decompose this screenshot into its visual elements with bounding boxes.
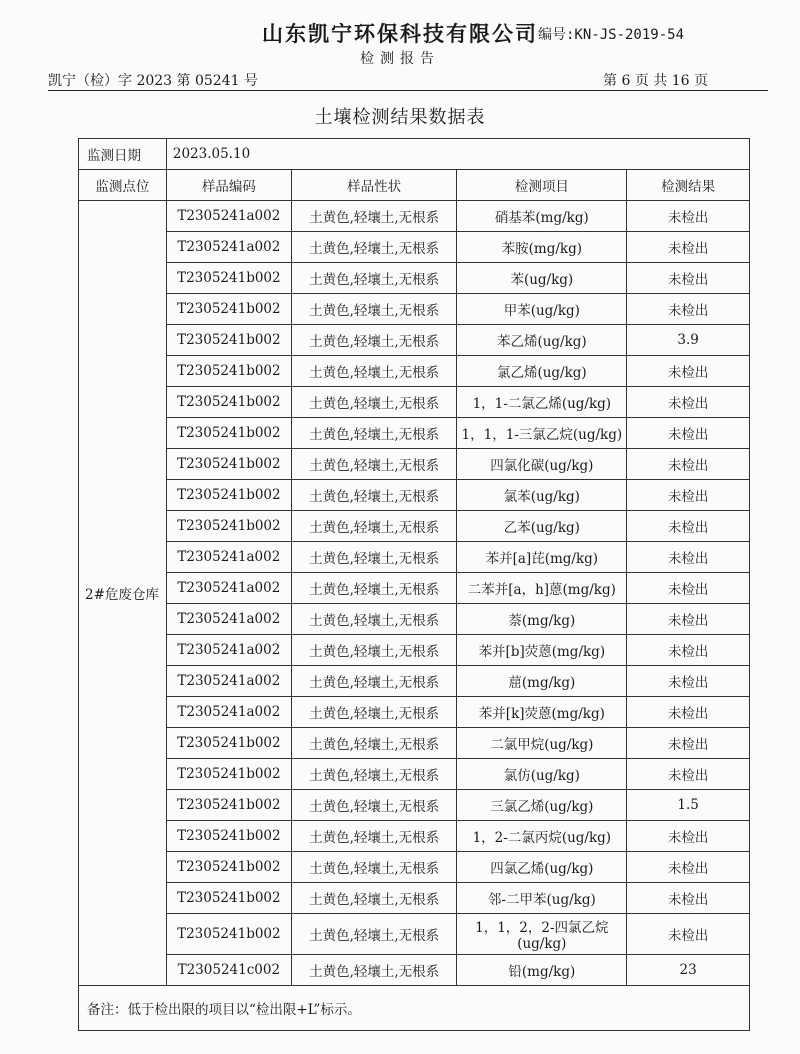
result-cell: 未检出 [627,418,750,449]
result-cell: 3.9 [627,325,750,356]
sample-code-cell: T2305241a002 [166,604,291,635]
table-row [79,759,750,790]
table-row [79,480,750,511]
location-cell: 2#危废仓库 [79,201,167,986]
result-cell: 未检出 [627,852,750,883]
table-title: 土壤检测结果数据表 [314,107,486,128]
company-name: 山东凯宁环保科技有限公司 [262,21,538,46]
test-item-cell: 硝基苯(mg/kg) [457,201,627,232]
test-item-cell: 苯乙烯(ug/kg) [457,325,627,356]
table-row [79,356,750,387]
table-row [79,542,750,573]
sample-code-cell: T2305241b002 [166,728,291,759]
sample-code-cell: T2305241a002 [166,232,291,263]
result-cell: 未检出 [627,356,750,387]
sample-property-cell: 土黄色,轻壤土,无根系 [291,449,457,480]
report-number: 凯宁（检）字 2023 第 05241 号 [48,73,258,89]
sample-property-cell: 土黄色,轻壤土,无根系 [291,697,457,728]
test-item-cell: 1，1，1-三氯乙烷(ug/kg) [457,418,627,449]
result-cell: 未检出 [627,542,750,573]
result-cell: 未检出 [627,821,750,852]
result-cell: 未检出 [627,728,750,759]
test-item-cell: 三氯乙烯(ug/kg) [457,790,627,821]
sample-property-cell: 土黄色,轻壤土,无根系 [291,883,457,914]
test-item-cell: 苯并[k]荧蒽(mg/kg) [457,697,627,728]
sample-code-cell: T2305241b002 [166,356,291,387]
result-cell: 未检出 [627,604,750,635]
sample-code-cell: T2305241b002 [166,883,291,914]
result-cell: 未检出 [627,263,750,294]
test-item-cell: 铅(mg/kg) [457,955,627,986]
table-row [79,883,750,914]
result-cell: 未检出 [627,697,750,728]
sample-code-cell: T2305241b002 [166,263,291,294]
table-row [79,635,750,666]
result-cell: 未检出 [627,232,750,263]
note-row [79,986,750,1031]
sample-property-cell: 土黄色,轻壤土,无根系 [291,418,457,449]
table-row [79,790,750,821]
test-item-cell: 苯胺(mg/kg) [457,232,627,263]
test-item-cell: 二氯甲烷(ug/kg) [457,728,627,759]
table-row [79,955,750,986]
sample-code-cell: T2305241b002 [166,821,291,852]
sample-code-cell: T2305241a002 [166,201,291,232]
sample-property-cell: 土黄色,轻壤土,无根系 [291,728,457,759]
sample-property-cell: 土黄色,轻壤土,无根系 [291,263,457,294]
table-row [79,666,750,697]
result-cell: 未检出 [627,573,750,604]
result-cell: 未检出 [627,387,750,418]
sample-property-cell: 土黄色,轻壤土,无根系 [291,294,457,325]
remark-note: 备注：低于检出限的项目以“检出限+L”标示。 [79,986,750,1031]
sample-property-cell: 土黄色,轻壤土,无根系 [291,325,457,356]
document-code: 编号:KN-JS-2019-54 [538,27,685,43]
sample-code-cell: T2305241b002 [166,852,291,883]
sample-code-cell: T2305241b002 [166,325,291,356]
test-item-cell: 䓛(mg/kg) [457,666,627,697]
results-table [78,138,750,1031]
report-subtitle: 检测报告 [360,51,440,67]
table-row [79,511,750,542]
col-header-sample-code: 样品编码 [166,170,291,201]
test-item-cell: 萘(mg/kg) [457,604,627,635]
table-row [79,263,750,294]
date-row [79,139,750,170]
result-cell: 未检出 [627,511,750,542]
table-row [79,418,750,449]
result-cell: 未检出 [627,201,750,232]
sample-code-cell: T2305241c002 [166,955,291,986]
col-header-test-item: 检测项目 [457,170,627,201]
sample-code-cell: T2305241a002 [166,666,291,697]
table-row [79,294,750,325]
date-label: 监测日期 [79,139,167,170]
result-cell: 未检出 [627,480,750,511]
col-header-location: 监测点位 [79,170,167,201]
test-item-cell: 二苯并[a，h]蒽(mg/kg) [457,573,627,604]
header-row [79,170,750,201]
sample-code-cell: T2305241b002 [166,418,291,449]
result-cell: 未检出 [627,914,750,955]
sample-property-cell: 土黄色,轻壤土,无根系 [291,790,457,821]
reference-line [48,70,768,91]
sample-property-cell: 土黄色,轻壤土,无根系 [291,542,457,573]
table-row [79,852,750,883]
test-item-cell: 氯苯(ug/kg) [457,480,627,511]
sample-code-cell: T2305241b002 [166,449,291,480]
table-row [79,914,750,955]
test-item-cell: 乙苯(ug/kg) [457,511,627,542]
result-cell: 未检出 [627,666,750,697]
result-cell: 未检出 [627,883,750,914]
test-item-cell: 1，1-二氯乙烯(ug/kg) [457,387,627,418]
table-row [79,232,750,263]
sample-property-cell: 土黄色,轻壤土,无根系 [291,955,457,986]
test-item-cell: 1，2-二氯丙烷(ug/kg) [457,821,627,852]
sample-code-cell: T2305241a002 [166,635,291,666]
sample-property-cell: 土黄色,轻壤土,无根系 [291,852,457,883]
test-item-cell: 氯乙烯(ug/kg) [457,356,627,387]
sample-code-cell: T2305241b002 [166,480,291,511]
result-cell: 未检出 [627,759,750,790]
sample-property-cell: 土黄色,轻壤土,无根系 [291,356,457,387]
sample-property-cell: 土黄色,轻壤土,无根系 [291,914,457,955]
test-item-cell: 邻-二甲苯(ug/kg) [457,883,627,914]
test-item-cell: 四氯化碳(ug/kg) [457,449,627,480]
test-item-cell: 苯并[a]芘(mg/kg) [457,542,627,573]
sample-property-cell: 土黄色,轻壤土,无根系 [291,573,457,604]
sample-code-cell: T2305241b002 [166,294,291,325]
col-header-sample-property: 样品性状 [291,170,457,201]
table-row [79,449,750,480]
test-item-cell: 四氯乙烯(ug/kg) [457,852,627,883]
sample-property-cell: 土黄色,轻壤土,无根系 [291,387,457,418]
result-cell: 未检出 [627,294,750,325]
sample-code-cell: T2305241b002 [166,790,291,821]
sample-code-cell: T2305241a002 [166,573,291,604]
table-row [79,697,750,728]
sample-property-cell: 土黄色,轻壤土,无根系 [291,511,457,542]
sample-code-cell: T2305241b002 [166,914,291,955]
table-row [79,604,750,635]
table-row [79,728,750,759]
test-item-cell: 氯仿(ug/kg) [457,759,627,790]
test-item-cell: 1，1，2，2-四氯乙烷(ug/kg) [457,914,627,955]
result-cell: 未检出 [627,635,750,666]
sample-code-cell: T2305241b002 [166,511,291,542]
test-item-cell: 甲苯(ug/kg) [457,294,627,325]
company-header [0,18,800,48]
sample-property-cell: 土黄色,轻壤土,无根系 [291,635,457,666]
result-cell: 未检出 [627,449,750,480]
date-value: 2023.05.10 [166,139,749,170]
table-row [79,821,750,852]
col-header-result: 检测结果 [627,170,750,201]
sample-property-cell: 土黄色,轻壤土,无根系 [291,201,457,232]
sample-property-cell: 土黄色,轻壤土,无根系 [291,821,457,852]
sample-property-cell: 土黄色,轻壤土,无根系 [291,604,457,635]
sample-property-cell: 土黄色,轻壤土,无根系 [291,232,457,263]
page-info: 第 6 页 共 16 页 [603,73,708,89]
table-row [79,387,750,418]
sample-code-cell: T2305241b002 [166,759,291,790]
sample-code-cell: T2305241a002 [166,542,291,573]
test-item-cell: 苯(ug/kg) [457,263,627,294]
sample-code-cell: T2305241b002 [166,387,291,418]
result-cell: 23 [627,955,750,986]
sample-property-cell: 土黄色,轻壤土,无根系 [291,759,457,790]
table-row [79,201,750,232]
result-cell: 1.5 [627,790,750,821]
sample-property-cell: 土黄色,轻壤土,无根系 [291,666,457,697]
sample-code-cell: T2305241a002 [166,697,291,728]
test-item-cell: 苯并[b]荧蒽(mg/kg) [457,635,627,666]
sample-property-cell: 土黄色,轻壤土,无根系 [291,480,457,511]
table-row [79,573,750,604]
table-row [79,325,750,356]
